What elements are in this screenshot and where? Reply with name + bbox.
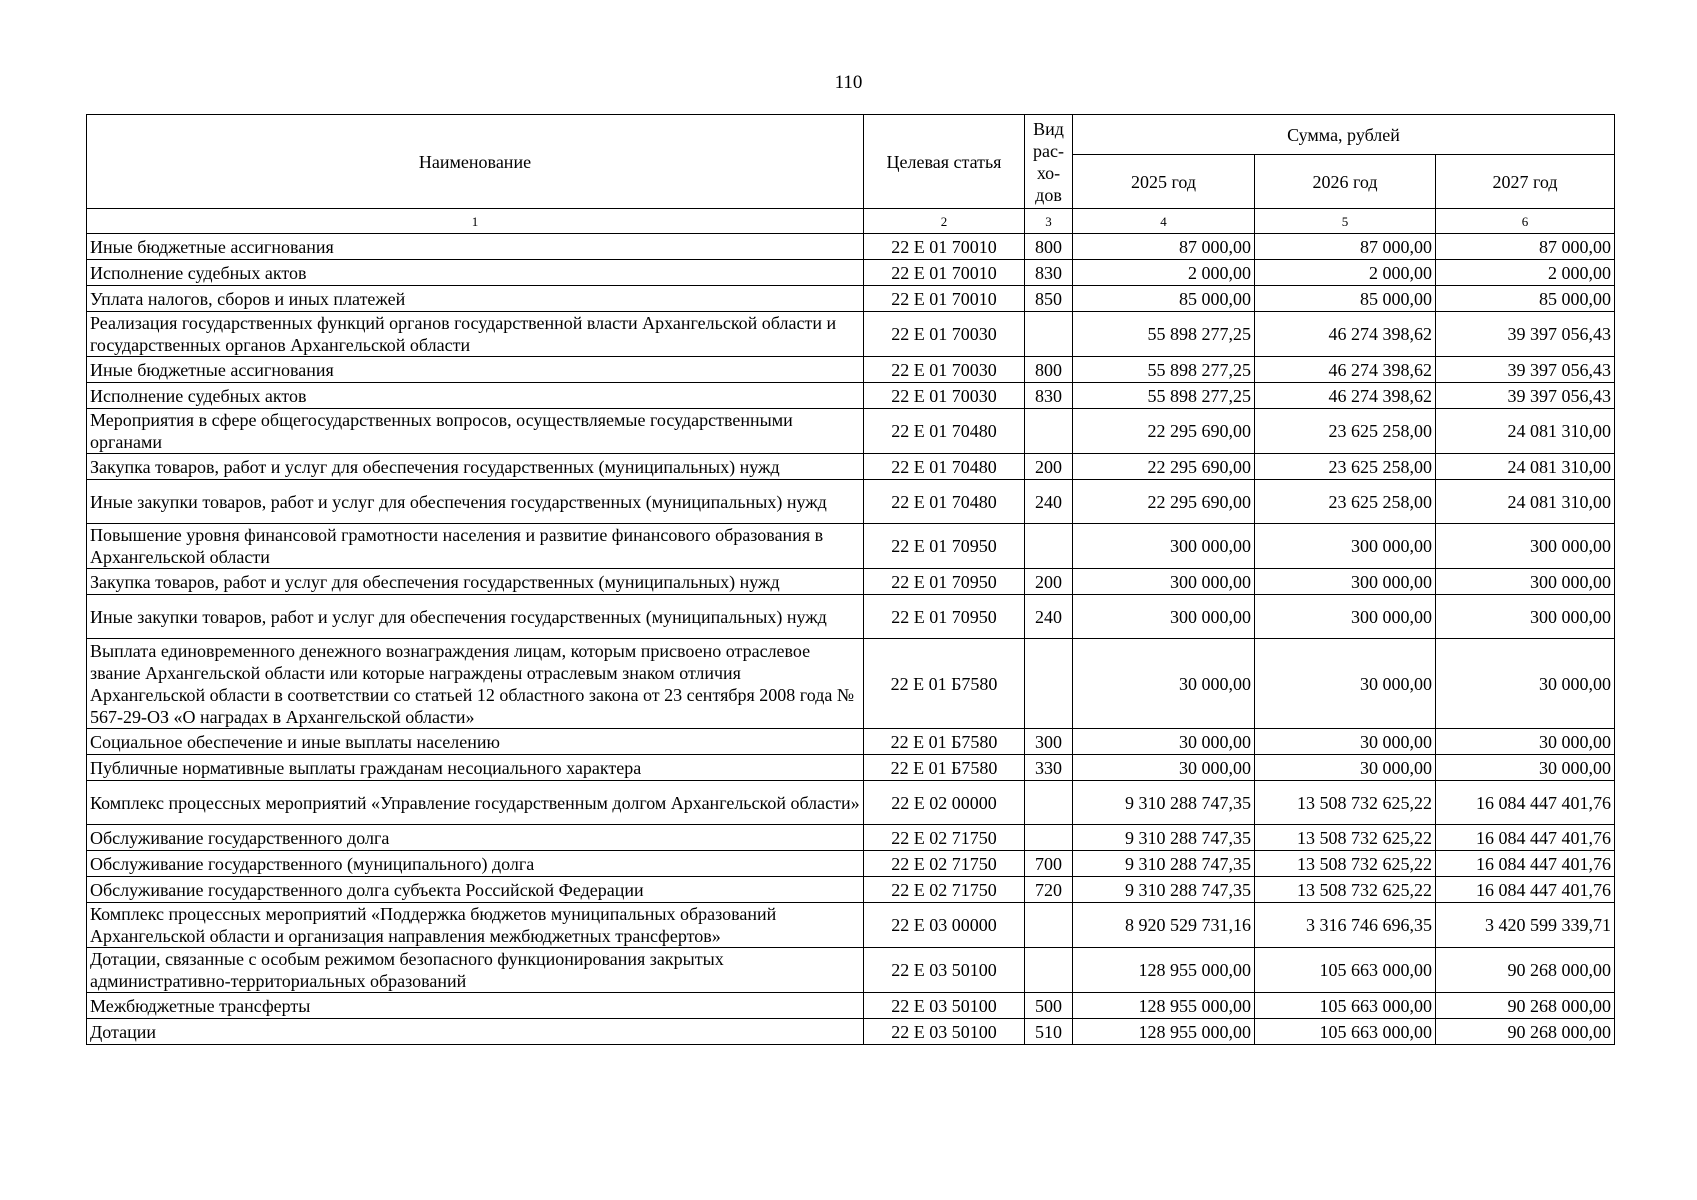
row-target-article: 22 Е 03 00000 [864, 903, 1025, 948]
column-number: 2 [864, 209, 1025, 234]
row-sum-2025: 55 898 277,25 [1073, 312, 1255, 357]
row-sum-2025: 128 955 000,00 [1073, 993, 1255, 1019]
row-sum-2027: 30 000,00 [1436, 729, 1615, 755]
row-name: Социальное обеспечение и иные выплаты населению [87, 729, 864, 755]
row-target-article: 22 Е 02 71750 [864, 877, 1025, 903]
row-name: Обслуживание государственного (муниципального) долга [87, 851, 864, 877]
row-sum-2026: 30 000,00 [1255, 729, 1436, 755]
row-expense-type: 720 [1025, 877, 1073, 903]
row-sum-2027: 24 081 310,00 [1436, 480, 1615, 524]
header-sum: Сумма, рублей [1073, 115, 1615, 155]
row-sum-2027: 39 397 056,43 [1436, 312, 1615, 357]
row-sum-2027: 24 081 310,00 [1436, 454, 1615, 480]
row-sum-2027: 39 397 056,43 [1436, 383, 1615, 409]
row-sum-2027: 16 084 447 401,76 [1436, 851, 1615, 877]
row-sum-2027: 16 084 447 401,76 [1436, 825, 1615, 851]
row-sum-2025: 30 000,00 [1073, 755, 1255, 781]
row-sum-2025: 22 295 690,00 [1073, 454, 1255, 480]
row-sum-2027: 90 268 000,00 [1436, 1019, 1615, 1045]
row-sum-2025: 22 295 690,00 [1073, 409, 1255, 454]
row-name: Закупка товаров, работ и услуг для обеспечения государственных (муниципальных) нужд [87, 454, 864, 480]
row-sum-2026: 23 625 258,00 [1255, 454, 1436, 480]
table-row [87, 993, 1615, 1019]
row-name: Дотации [87, 1019, 864, 1045]
row-target-article: 22 Е 01 70030 [864, 383, 1025, 409]
table-row [87, 260, 1615, 286]
row-sum-2025: 9 310 288 747,35 [1073, 825, 1255, 851]
row-expense-type [1025, 409, 1073, 454]
row-sum-2025: 85 000,00 [1073, 286, 1255, 312]
table-row [87, 639, 1615, 729]
row-name: Комплекс процессных мероприятий «Управление государственным долгом Архангельской области» [87, 781, 864, 825]
row-name: Исполнение судебных актов [87, 383, 864, 409]
row-sum-2025: 9 310 288 747,35 [1073, 851, 1255, 877]
row-sum-2025: 300 000,00 [1073, 595, 1255, 639]
table-row [87, 903, 1615, 948]
row-expense-type: 330 [1025, 755, 1073, 781]
row-target-article: 22 Е 01 Б7580 [864, 729, 1025, 755]
row-target-article: 22 Е 02 00000 [864, 781, 1025, 825]
row-sum-2027: 24 081 310,00 [1436, 409, 1615, 454]
row-sum-2026: 23 625 258,00 [1255, 409, 1436, 454]
row-target-article: 22 Е 01 70950 [864, 595, 1025, 639]
row-expense-type [1025, 312, 1073, 357]
row-target-article: 22 Е 01 Б7580 [864, 639, 1025, 729]
row-sum-2026: 85 000,00 [1255, 286, 1436, 312]
row-target-article: 22 Е 03 50100 [864, 948, 1025, 993]
table-row [87, 569, 1615, 595]
row-sum-2026: 105 663 000,00 [1255, 993, 1436, 1019]
row-sum-2025: 8 920 529 731,16 [1073, 903, 1255, 948]
row-expense-type [1025, 948, 1073, 993]
header-target-article: Целевая статья [864, 115, 1025, 209]
row-target-article: 22 Е 01 70010 [864, 286, 1025, 312]
row-target-article: 22 Е 01 70030 [864, 312, 1025, 357]
row-sum-2026: 13 508 732 625,22 [1255, 851, 1436, 877]
row-sum-2026: 30 000,00 [1255, 755, 1436, 781]
row-expense-type: 300 [1025, 729, 1073, 755]
row-target-article: 22 Е 01 70030 [864, 357, 1025, 383]
row-sum-2026: 13 508 732 625,22 [1255, 825, 1436, 851]
row-sum-2025: 30 000,00 [1073, 639, 1255, 729]
table-row [87, 781, 1615, 825]
row-expense-type: 850 [1025, 286, 1073, 312]
row-expense-type: 830 [1025, 383, 1073, 409]
table-row [87, 755, 1615, 781]
row-sum-2025: 128 955 000,00 [1073, 1019, 1255, 1045]
row-sum-2025: 2 000,00 [1073, 260, 1255, 286]
row-sum-2025: 300 000,00 [1073, 569, 1255, 595]
row-sum-2026: 3 316 746 696,35 [1255, 903, 1436, 948]
row-name: Комплекс процессных мероприятий «Поддержка бюджетов муниципальных образований Архангельской области и организация направления межбюджетных трансфертов» [87, 903, 864, 948]
row-sum-2026: 46 274 398,62 [1255, 357, 1436, 383]
row-sum-2025: 87 000,00 [1073, 234, 1255, 260]
row-expense-type: 830 [1025, 260, 1073, 286]
row-expense-type: 500 [1025, 993, 1073, 1019]
row-sum-2026: 300 000,00 [1255, 569, 1436, 595]
header-name: Наименование [87, 115, 864, 209]
header-year-2026: 2026 год [1255, 155, 1436, 209]
row-sum-2026: 300 000,00 [1255, 524, 1436, 569]
table-row [87, 524, 1615, 569]
row-sum-2025: 22 295 690,00 [1073, 480, 1255, 524]
row-name: Мероприятия в сфере общегосударственных вопросов, осуществляемые государственными органами [87, 409, 864, 454]
table-row [87, 234, 1615, 260]
column-number: 6 [1436, 209, 1615, 234]
row-sum-2027: 300 000,00 [1436, 569, 1615, 595]
row-sum-2026: 46 274 398,62 [1255, 383, 1436, 409]
row-expense-type: 800 [1025, 234, 1073, 260]
row-expense-type [1025, 524, 1073, 569]
row-sum-2026: 13 508 732 625,22 [1255, 877, 1436, 903]
row-target-article: 22 Е 01 70480 [864, 409, 1025, 454]
row-target-article: 22 Е 02 71750 [864, 825, 1025, 851]
row-name: Уплата налогов, сборов и иных платежей [87, 286, 864, 312]
header-year-2027: 2027 год [1436, 155, 1615, 209]
table-row [87, 383, 1615, 409]
row-target-article: 22 Е 01 70950 [864, 524, 1025, 569]
row-name: Повышение уровня финансовой грамотности населения и развитие финансового образования в Архангельской области [87, 524, 864, 569]
table-row [87, 825, 1615, 851]
row-sum-2026: 105 663 000,00 [1255, 1019, 1436, 1045]
row-expense-type [1025, 639, 1073, 729]
header-expense-type: Вид рас-хо-дов [1025, 115, 1073, 209]
row-target-article: 22 Е 01 70010 [864, 260, 1025, 286]
table-row [87, 595, 1615, 639]
table-row [87, 312, 1615, 357]
table-row [87, 948, 1615, 993]
table-row [87, 729, 1615, 755]
row-sum-2027: 85 000,00 [1436, 286, 1615, 312]
row-expense-type [1025, 781, 1073, 825]
table-row [87, 409, 1615, 454]
row-name: Реализация государственных функций органов государственной власти Архангельской области и государственных органов Архангельской области [87, 312, 864, 357]
row-expense-type: 510 [1025, 1019, 1073, 1045]
row-target-article: 22 Е 02 71750 [864, 851, 1025, 877]
row-sum-2025: 128 955 000,00 [1073, 948, 1255, 993]
row-sum-2026: 23 625 258,00 [1255, 480, 1436, 524]
column-number: 5 [1255, 209, 1436, 234]
row-expense-type [1025, 825, 1073, 851]
row-sum-2026: 2 000,00 [1255, 260, 1436, 286]
table-row [87, 1019, 1615, 1045]
row-sum-2027: 2 000,00 [1436, 260, 1615, 286]
row-name: Исполнение судебных актов [87, 260, 864, 286]
row-sum-2027: 16 084 447 401,76 [1436, 781, 1615, 825]
row-sum-2027: 30 000,00 [1436, 639, 1615, 729]
row-target-article: 22 Е 01 Б7580 [864, 755, 1025, 781]
row-expense-type: 240 [1025, 480, 1073, 524]
row-name: Обслуживание государственного долга [87, 825, 864, 851]
row-sum-2027: 90 268 000,00 [1436, 993, 1615, 1019]
column-number: 3 [1025, 209, 1073, 234]
row-sum-2027: 39 397 056,43 [1436, 357, 1615, 383]
row-sum-2025: 9 310 288 747,35 [1073, 781, 1255, 825]
row-target-article: 22 Е 01 70010 [864, 234, 1025, 260]
row-name: Обслуживание государственного долга субъекта Российской Федерации [87, 877, 864, 903]
table-row [87, 877, 1615, 903]
row-sum-2027: 3 420 599 339,71 [1436, 903, 1615, 948]
row-sum-2026: 13 508 732 625,22 [1255, 781, 1436, 825]
row-sum-2026: 300 000,00 [1255, 595, 1436, 639]
row-name: Дотации, связанные с особым режимом безопасного функционирования закрытых административно-территориальных образований [87, 948, 864, 993]
page-number: 110 [834, 72, 863, 93]
row-target-article: 22 Е 01 70480 [864, 480, 1025, 524]
table-row [87, 286, 1615, 312]
row-expense-type: 200 [1025, 569, 1073, 595]
table-body [87, 234, 1615, 1045]
row-sum-2025: 300 000,00 [1073, 524, 1255, 569]
table-row [87, 357, 1615, 383]
header-year-2025: 2025 год [1073, 155, 1255, 209]
row-expense-type: 700 [1025, 851, 1073, 877]
row-target-article: 22 Е 01 70480 [864, 454, 1025, 480]
row-name: Выплата единовременного денежного вознаграждения лицам, которым присвоено отраслевое звание Архангельской области или которые награждены отраслевым знаком отличия Архангельской области в соответствии со статьей 12 областного закона от 23 сентября 2008 года № 567-29-ОЗ «О наградах в Архангельской области» [87, 639, 864, 729]
row-sum-2027: 300 000,00 [1436, 595, 1615, 639]
row-sum-2026: 46 274 398,62 [1255, 312, 1436, 357]
row-name: Публичные нормативные выплаты гражданам несоциального характера [87, 755, 864, 781]
row-name: Иные закупки товаров, работ и услуг для обеспечения государственных (муниципальных) нужд [87, 595, 864, 639]
column-number: 1 [87, 209, 864, 234]
row-sum-2027: 16 084 447 401,76 [1436, 877, 1615, 903]
column-number: 4 [1073, 209, 1255, 234]
column-numbers-row [87, 209, 1615, 234]
row-name: Иные бюджетные ассигнования [87, 234, 864, 260]
table-row [87, 454, 1615, 480]
row-sum-2026: 105 663 000,00 [1255, 948, 1436, 993]
row-name: Закупка товаров, работ и услуг для обеспечения государственных (муниципальных) нужд [87, 569, 864, 595]
row-sum-2027: 30 000,00 [1436, 755, 1615, 781]
row-sum-2027: 300 000,00 [1436, 524, 1615, 569]
row-target-article: 22 Е 03 50100 [864, 1019, 1025, 1045]
row-sum-2025: 30 000,00 [1073, 729, 1255, 755]
row-sum-2025: 55 898 277,25 [1073, 357, 1255, 383]
row-sum-2025: 9 310 288 747,35 [1073, 877, 1255, 903]
row-expense-type [1025, 903, 1073, 948]
budget-table [86, 114, 1615, 1045]
row-expense-type: 200 [1025, 454, 1073, 480]
row-sum-2025: 55 898 277,25 [1073, 383, 1255, 409]
row-sum-2027: 87 000,00 [1436, 234, 1615, 260]
row-name: Иные закупки товаров, работ и услуг для обеспечения государственных (муниципальных) нужд [87, 480, 864, 524]
table-row [87, 480, 1615, 524]
row-sum-2026: 30 000,00 [1255, 639, 1436, 729]
row-target-article: 22 Е 01 70950 [864, 569, 1025, 595]
row-target-article: 22 Е 03 50100 [864, 993, 1025, 1019]
table-row [87, 851, 1615, 877]
row-expense-type: 800 [1025, 357, 1073, 383]
row-name: Межбюджетные трансферты [87, 993, 864, 1019]
row-expense-type: 240 [1025, 595, 1073, 639]
row-name: Иные бюджетные ассигнования [87, 357, 864, 383]
row-sum-2026: 87 000,00 [1255, 234, 1436, 260]
row-sum-2027: 90 268 000,00 [1436, 948, 1615, 993]
